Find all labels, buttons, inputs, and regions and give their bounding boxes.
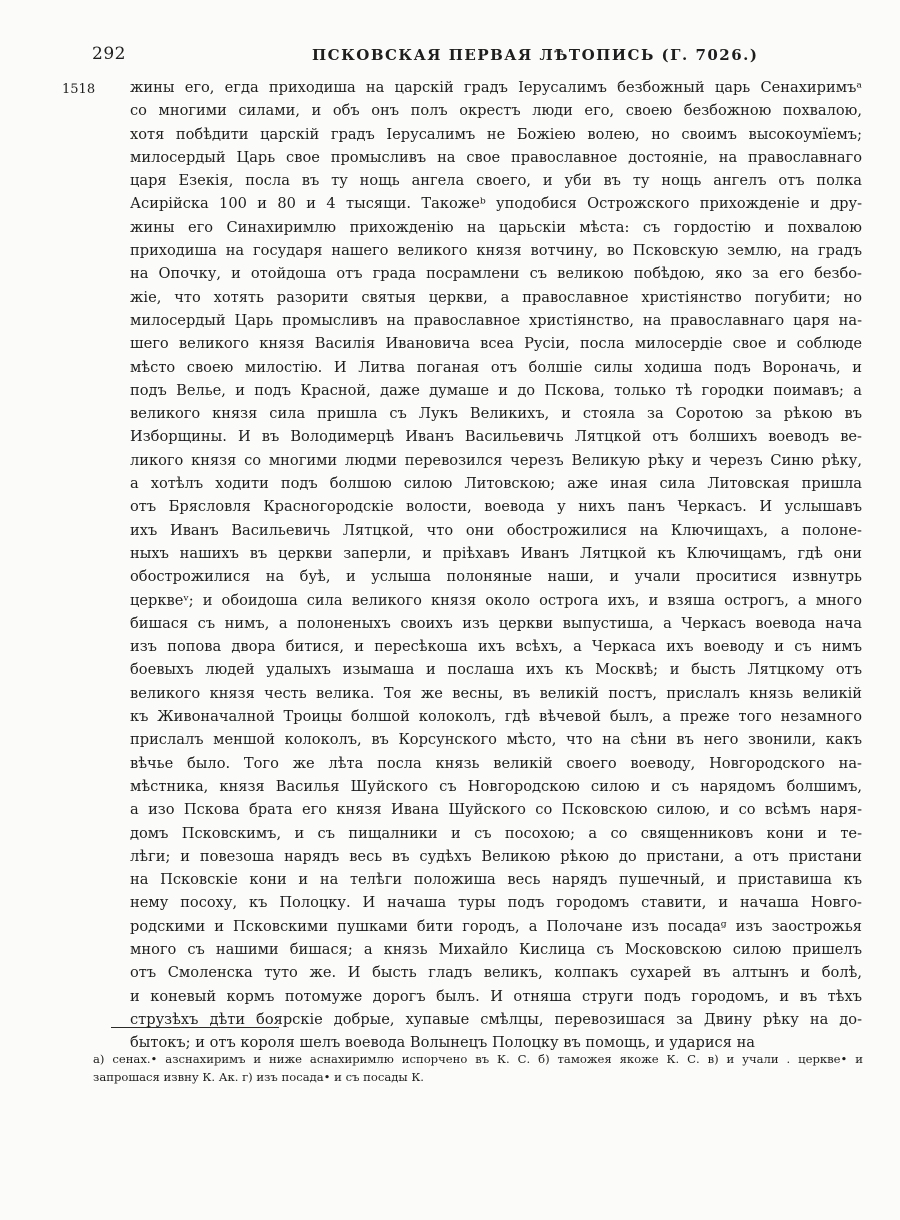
- page-header: [92, 44, 872, 70]
- text-line: изъ попова двора битися, и пересѣкоша ихъ всѣхъ, а Черкаса ихъ воеводу и съ нимъ: [130, 638, 862, 656]
- text-line: мѣстника, князя Василья Шуйского съ Новгородскою силою и съ нарядомъ болшимъ,: [130, 777, 862, 795]
- text-line: ихъ Иванъ Васильевичь Лятцкой, что они обострожилися на Ключищахъ, а полоне-: [130, 521, 862, 539]
- text-line: мѣсто своею милостію. И Литва поганая отъ болшіе силы ходиша подъ Вороначь, и: [130, 358, 862, 376]
- footnote-divider: [111, 1027, 279, 1028]
- text-line: струзѣхъ дѣти боярскіе добрые, хупавые смѣлцы, перевозишася за Двину рѣку на до-: [130, 1010, 862, 1028]
- text-line: вѣчье было. Того же лѣта посла князь великій своего воеводу, Новгородского на-: [130, 754, 862, 772]
- text-line: милосердый Царь промысливъ на православное христіянство, на православнаго царя на-: [130, 311, 862, 329]
- text-line: на Псковскіе кони и на телѣги положиша весь нарядъ пушечный, и приставиша къ: [130, 871, 862, 889]
- text-line: со многими силами, и объ онъ полъ окрестъ люди его, своею безбожною похвалою,: [130, 102, 862, 120]
- text-line: подъ Велье, и подъ Красной, даже думаше и до Пскова, только тѣ городки поимавъ; а: [130, 381, 862, 399]
- text-line: хотя побѣдити царскій градъ Іерусалимъ не Божіею волею, но своимъ высокоумїемъ;: [130, 125, 862, 143]
- text-line: церквеᵛ; и обоидоша сила великого князя около острога ихъ, и взяша острогъ, а много: [130, 591, 862, 609]
- text-line: жіе, что хотять разорити святыя церкви, а православное христіянство погубити; но: [130, 288, 862, 306]
- text-line: и коневый кормъ потомуже дорогъ былъ. И отняша струги подъ городомъ, и въ тѣхъ: [130, 987, 862, 1005]
- text-line: Изборщины. И въ Володимерцѣ Иванъ Васильевичь Лятцкой отъ болшихъ воеводъ ве-: [130, 428, 862, 446]
- main-text: [130, 76, 862, 1054]
- running-title: ПСКОВСКАЯ ПЕРВАЯ ЛѢТОПИСЬ (Г. 7026.): [312, 46, 759, 64]
- text-line: а изо Пскова брата его князя Ивана Шуйского со Псковскою силою, и со всѣмъ наря-: [130, 801, 862, 819]
- footnote-line: а) сенах.• азснахиримъ и ниже аснахиримлю испорчено въ К. С. б) таможея якоже К. С. в) и учали . церкве• и: [93, 1052, 863, 1066]
- text-line: много съ нашими бишася; а князь Михайло Кислица съ Московскою силою пришелъ: [130, 940, 862, 958]
- text-line: ныхъ нашихъ въ церкви заперли, и пріѣхавъ Иванъ Лятцкой къ Ключищамъ, гдѣ они: [130, 544, 862, 562]
- text-line: обострожилися на буѣ, и услыша полоняные наши, и учали проситися извнутрь: [130, 568, 862, 586]
- text-line: милосердый Царь свое промысливъ на свое православное достояніе, на православнаго: [130, 148, 862, 166]
- page-number: 292: [92, 44, 126, 64]
- text-line: на Опочку, и отойдоша отъ града посрамлени съ великою побѣдою, яко за его безбо-: [130, 265, 862, 283]
- text-line: лѣги; и повезоша нарядъ весь въ судѣхъ Великою рѣкою до пристани, а отъ пристани: [130, 847, 862, 865]
- text-line: великого князя честь велика. Тоя же весны, въ великій постъ, прислалъ князь великій: [130, 684, 862, 702]
- text-line: боевыхъ людей удалыхъ изымаша и послаша ихъ къ Москвѣ; и бысть Лятцкому отъ: [130, 661, 862, 679]
- text-line: отъ Смоленска туто же. И бысть гладъ великъ, колпакъ сухарей въ алтынъ и болѣ,: [130, 964, 862, 982]
- footnote-line: запрошася извну К. Ак. г) изъ посада• и съ посады К.: [93, 1070, 424, 1084]
- text-line: приходиша на государя нашего великого князя вотчину, во Псковскую землю, на градъ: [130, 242, 862, 260]
- text-line: бишася съ нимъ, а полоненыхъ своихъ изъ церкви выпустиша, а Черкасъ воевода нача: [130, 614, 862, 632]
- text-line: прислалъ меншой колоколъ, въ Корсунского мѣсто, что на сѣни въ него звонили, какъ: [130, 731, 862, 749]
- text-line: царя Езекія, посла въ ту нощь ангела своего, и уби въ ту нощь ангелъ отъ полка: [130, 172, 862, 190]
- text-line: а хотѣлъ ходити подъ болшою силою Литовскою; аже иная сила Литовская пришла: [130, 475, 862, 493]
- footnotes: [93, 1050, 863, 1086]
- text-line: домъ Псковскимъ, и съ пищалники и съ посохою; а со священниковъ кони и те-: [130, 824, 862, 842]
- text-line: Асирійска 100 и 80 и 4 тысящи. Такожеᵇ уподобися Острожского прихожденіе и дру-: [130, 195, 862, 213]
- text-line: жины его Синахиримлю прихожденію на царьскіи мѣста: съ гордостію и похвалою: [130, 218, 862, 236]
- margin-year: 1518: [62, 82, 96, 97]
- text-line: отъ Брясловля Красногородскіе волости, воевода у нихъ панъ Черкасъ. И услышавъ: [130, 498, 862, 516]
- text-line: великого князя сила пришла съ Лукъ Великихъ, и стояла за Соротою за рѣкою въ: [130, 405, 862, 423]
- text-line: шего великого князя Василія Ивановича всеа Русіи, посла милосердіе свое и соблюде: [130, 335, 862, 353]
- text-line: къ Живоначалной Троицы болшой колоколъ, гдѣ вѣчевой былъ, а преже того незамного: [130, 708, 862, 726]
- text-line: родскими и Псковскими пушками бити городъ, а Полочане изъ посадаᵍ изъ заострожья: [130, 917, 862, 935]
- text-line: жины его, егда приходиша на царскій градъ Іерусалимъ безбожный царь Сенахиримъᵃ: [130, 79, 862, 96]
- text-line: нему посоху, къ Полоцку. И начаша туры подъ городомъ ставити, и начаша Новго-: [130, 894, 862, 912]
- text-line: ликого князя со многими людми перевозился черезъ Великую рѣку и черезъ Синю рѣку,: [130, 451, 862, 469]
- text-line: бытокъ; и отъ короля шелъ воевода Волынецъ Полоцку въ помощь, и ударися на: [130, 1034, 755, 1052]
